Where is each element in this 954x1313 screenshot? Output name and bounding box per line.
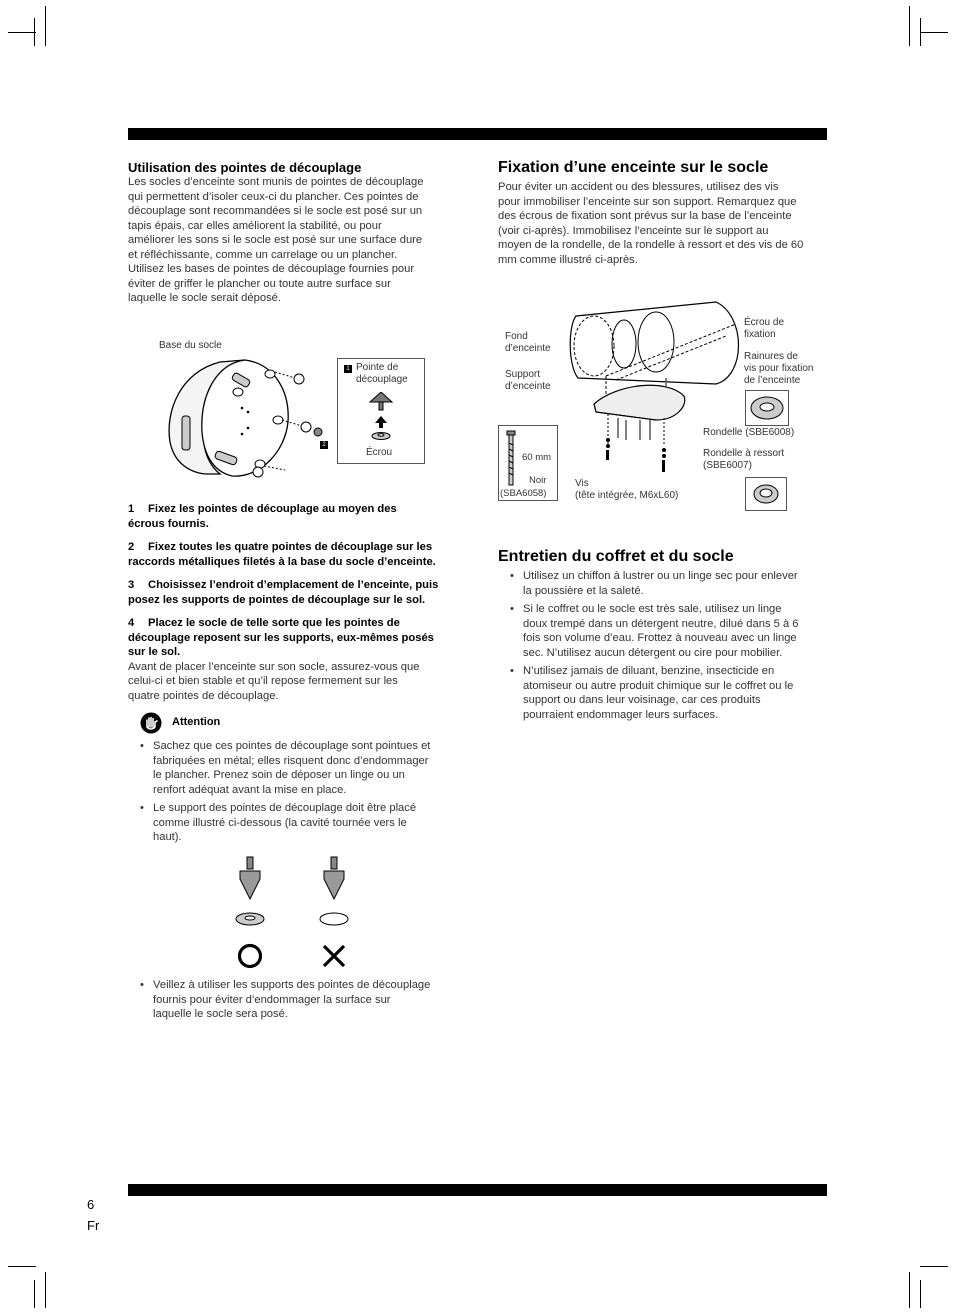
left-column: [128, 160, 458, 306]
screw-part-number: (SBA6058): [500, 488, 547, 499]
crop-mark: [920, 1266, 948, 1267]
intro-text: Pour éviter un accident ou des blessures, utilisez des vis pour immobiliser l’enceinte sur son support. Remarquez que des écrous de fixation sont prévus sur la base de l’enceinte (voir ci-après). Immobilisez l’enceinte sur le support au moyen de la rondelle, de la rondelle à ressort et des vis de 60 mm comme illustré ci-après.: [498, 181, 804, 266]
attention-label: Attention: [172, 716, 221, 728]
crop-mark: [920, 1280, 921, 1308]
nut-label: Écrou: [366, 447, 393, 458]
crop-mark: [45, 1272, 46, 1308]
right-column: [498, 159, 828, 267]
spike-base-illustration: [160, 352, 340, 480]
crop-mark: [920, 18, 921, 46]
language-code: Fr: [87, 1218, 100, 1233]
section-heading: Entretien du coffret et du socle: [498, 548, 734, 565]
step-3: 3 Choisissez l’endroit d’emplacement de l’enceinte, puis posez les supports de pointes de découplage sur le sol.: [128, 579, 439, 606]
crop-mark: [34, 18, 35, 46]
crop-mark: [8, 32, 36, 33]
screw-length-label: 60 mm: [522, 452, 552, 463]
crop-mark: [909, 1272, 910, 1308]
incorrect-orientation: [320, 857, 348, 966]
crop-mark: [909, 6, 910, 46]
page-number: 6: [87, 1197, 95, 1212]
header-bar: [128, 128, 827, 140]
steps-list: [128, 502, 458, 703]
support-label: Support d’enceinte: [505, 369, 551, 392]
crop-mark: [45, 6, 46, 46]
caution-list: [128, 739, 468, 849]
crop-mark: [34, 1280, 35, 1308]
rainures-label: Rainures de vis pour fixation de l’enceinte: [744, 351, 814, 386]
caution-hand-icon: [140, 712, 162, 734]
footer-bar: [128, 1184, 827, 1196]
step-4-note: Avant de placer l’enceinte sur son socle, assurez-vous que celui-ci et bien stable et qu’il repose fermement sur les quatre pointes de découplage.: [128, 660, 420, 702]
intro-text: Les socles d’enceinte sont munis de pointes de découplage qui permettent d’isoler ceux-ci du plancher. Ces pointes de découplage sont recommandées si le socle est posé sur un tapis épais, car elles améliorent la stabilité, ou pour améliorer les sons si le socle est posé sur une surface dure et réfléchissante, comme un carrelage ou un plancher. Utilisez les bases de pointes de découplage fournies pour éviter de griffer le plancher ou toute autre surface sur laquelle le socle serait déposé.: [128, 176, 424, 304]
list-item: • Sachez que ces pointes de découplage sont pointues et fabriquées en métal; elles risquent donc d’endommager le plancher. Prenez soin de déposer un linge ou un renfort adéquat avant la mise en place.: [128, 739, 468, 797]
list-item: • Utilisez un chiffon à lustrer ou un linge sec pour enlever la poussière et la saleté.: [498, 569, 838, 598]
marker-1: 1: [344, 365, 352, 373]
section-heading: Fixation d’une enceinte sur le socle: [498, 159, 769, 176]
ecrou-label: Écrou de fixation: [744, 317, 785, 340]
section-heading: Utilisation des pointes de découplage: [128, 160, 362, 175]
step-4: 4 Placez le socle de telle sorte que les pointes de découplage reposent sur les supports, eux-mêmes posés sur le sol.: [128, 617, 434, 658]
spike-icon: [368, 392, 394, 444]
marker-2: 2: [320, 441, 328, 449]
rondelle-label: Rondelle (SBE6008): [703, 427, 795, 438]
spring-washer-icon: [745, 477, 787, 511]
vis-label: Vis (tête intégrée, M6xL60): [575, 478, 679, 501]
care-list: [498, 569, 838, 722]
correct-orientation: [236, 857, 264, 967]
washer-icon: [745, 390, 789, 426]
crop-mark: [8, 1266, 36, 1267]
step-2: 2 Fixez toutes les quatre pointes de découplage sur les raccords métalliques filetés à la base du socle d’enceinte.: [128, 541, 436, 568]
list-item: • Le support des pointes de découplage doit être placé comme illustré ci-dessous (la cavité tournée vers le haut).: [128, 801, 468, 845]
screw-color-label: Noir: [529, 475, 547, 486]
step-1: 1 Fixez les pointes de découplage au moyen des écrous fournis.: [128, 503, 397, 530]
rondelle-ressort-label: Rondelle à ressort (SBE6007): [703, 448, 785, 471]
list-item: • N’utilisez jamais de diluant, benzine, insecticide en atomiseur ou autre produit chimique sur le coffret ou le support ou dans leur voisinage, car ces produits pourraient endommager leurs surfaces.: [498, 664, 838, 722]
spike-label: Pointe de découplage: [356, 362, 408, 385]
list-item: • Veillez à utiliser les supports des pointes de découplage fournis pour éviter d’endommager la surface sur laquelle le socle sera posé.: [128, 978, 468, 1022]
list-item: • Si le coffret ou le socle est très sale, utilisez un linge doux trempé dans un détergent neutre, dilué dans 5 à 6 fois son volume d’eau. Frottez à nouveau avec un linge sec. N’utilisez aucun détergent ou cire pour mobilier.: [498, 602, 838, 660]
final-list: [128, 978, 468, 1026]
fond-label: Fond d’enceinte: [505, 331, 551, 354]
crop-mark: [920, 32, 948, 33]
spike-orientation-illustration: [228, 855, 358, 970]
base-label: Base du socle: [159, 340, 222, 351]
care-section: [498, 548, 838, 726]
